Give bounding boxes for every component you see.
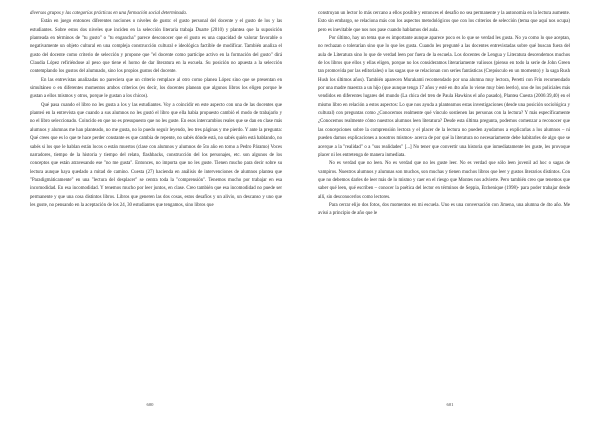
right-paragraph-2: Por último, hay un tema que es importante aunque aparece poco es lo que se verdad les gusta. No ya como lo que aceptan, no rechazan o tolerarían sino que lo que les gusta. Cuando les pregunté a las docentes entrevistadas sobre qué buscan fuera del aula de Literatura sino lo que de verdad leen por fuera de la escuela. Los docentes de Lengua y Literatura descendemos muchos de los libros que ellos y ellas eligen, porque no los consideramos literariamente valiosos (pienso en todo la serie de John Green tan promovida por las editoriales) o las sagas que se relacionan con series fantásticas (Crepúsculo en un momento) y la saga Rush Hush los últimos años). También aparecen Murakami recomendado por una alumna muy lectora, Peretti con Frin recomendado por una madre maestra a un hijo (que aunque tenga 17 años y esté en 4to año lo viene muy bien leerlo), uno de los policiales más vendidos en diferentes lugares del mundo (La chica del tren de Paula Hawkins el año pasado), Plantea Cuesta (2006:39,40) en el mismo libro en relación a estos aspectos: Lo que nos ayuda a plantearnos estas investigaciones (desde una posición sociológica y cultural) con preguntas como ¿Conocemos realmente qué vínculo sostienen las personas con la lectura? Y más específicamente ¿Conocemos realmente cómo nuestros alumnos leen literatura? Desde esta última pregunta, podemos comenzar a reconocer que las concepciones sobre la comprensión lectora y el placer de la lectura no pueden ayudarnos a explicarlas a los alumnos – ni pueden darnos explicaciones a nosotros mismos- acerca de por qué la literatura no necesariamente debe habitarles de algo que se acerque a la "realidad" o a "sus realidades" [...] No tener que convertir una historia que inmediatamente les guste, les provoque placer ni les entretenga de manera inmediata. [318,36,570,158]
left-paragraph-3: En las entrevistas analizadas no pareciera que un criterio remplace al otro como planea López sino que se presentan en simultáneo o en diferentes momentos ambos criterios (es decir, los docentes planean que algunos libros los eligen porque le gustan a ellos mismos y otros, porque le gustan a los chicos). [30,77,282,100]
page-number-left: 600 [146,402,154,407]
right-page-text [318,10,570,219]
page-number-right: 601 [446,402,454,407]
right-paragraph-3: No es verdad que no leen. No es verdad que no les guste leer. No es verdad que sólo leen juvenil ad hoc o sagas de vampiros. Nuestros alumnos y alumnas son muchos, son muchas y tienen muchos libros que leer y gustos literarios distintos. Con que no debemos darles de leer más de lo mismo y caer en el riesgo que Montes nos advierte. Pero también creo que tenemos que saber qué leen, qué escriben – conocer la poética del lector en términos de Seppia, Etchenique (1998)- para poder trabajar desde allí, sin desconocerlos como lectores. [318,161,570,200]
right-paragraph-4: Para cerrar elijo dos fotos, dos momentos en mi escuela. Uno es una conversación con Jimena, una alumna de 4to año. Me avisó a principio de año que le [318,202,570,217]
right-page [300,0,600,424]
left-paragraph-4: Qué pasa cuando el libro no les gusta a los y las estudiantes. Voy a coincidir en este aspecto con una de las docentes que planteó en la entrevista que cuando a sus alumnos no les gustó el libro que ella había propuesto cambió el modo de trabajarlo y no el libro seleccionado. Coincido en que no es presupuesto que no les guste. En esos intercambios reales que se dan en clase más alumnos y alumnas me han planteado, no me gusta, no lo puedo seguir leyendo, leo tres páginas y me pierdo. Y ante la pregunta: Qué crees que es lo que te hace perder constante es que cambia de repente, no sabés dónde está, no sabés quién está hablando, no sabés si los que le hablan están locos o están muertos (clase con alumnos y alumnos de 5to año en torno a Pedro Páramo) Voces narradores, tiempo de la historia y tiempo del relato, flashbacks, construcción del los personajes, etc. son algunos de los conceptos que están atravesando ese "no me gusta". Entonces, no importa que no les guste. Tienen mucho para decir sobre su lectura aunque haya quedado a mitad de camino. Cuesta (27) hacienda en análisis de intervenciones de alumnos plantea que "Paradigmáticamente" en una "lectura del desplacer" se centra toda la "comprensión". Tenemos mucho por trabajar en esa incomodidad. En esa incomodidad. Y tenemos mucho por leer juntos, en clase. Creo también que esa incomodidad no puede ser permanente y que una cosa distintos libros. Libros que generen las dos cosas, estos desafíos y un alivio, un descanso y uno que les guste, no pensando en la aceptación de los 24, 30 estudiantes que tengamos, sino libros que [30,102,282,208]
left-paragraph-1: diversos grupos y las categorías prácticas en una formación social determinada. [30,11,188,16]
right-paragraph-1: construyan un lector lo más cercano a ellos posible y entonces el desafío no sea permanente y la autonomía en la lectura aumente. Esto sin embargo, se relaciona más con los aspectos metodológicos que con los criterios de selección (tema que aquí nos ocupa) pero es inevitable que nos nos pase cuando hablamos del aula. [318,11,570,33]
left-paragraph-2: Están en juego entonces diferentes nociones o niveles de gusto: el gusto personal del docente y el gusto de los y las estudiantes. Sobre estos dos niveles que inciden en la selección literaria trabaja Duarte (2010) y plantea que la suposición planteada en términos de "tu gusto" o "tu engancha" parece desconocer que el gusto es una capacidad de valorar favorable o negativamente un objeto cultural en una compleja construcción cultural e ideológica factible de modificar. También analiza el gusto del docente como criterio de selección y propone que "el docente como partícipe activo en la formación del gusto" dirá Claudia López refiriéndose al peso que tiene el horno de dar literatura en la escuela. Su posición no apuesta a la selección contemplando los gustos del alumnado, sino los propios gustos del docente. [30,19,282,75]
left-page-text [30,10,282,210]
